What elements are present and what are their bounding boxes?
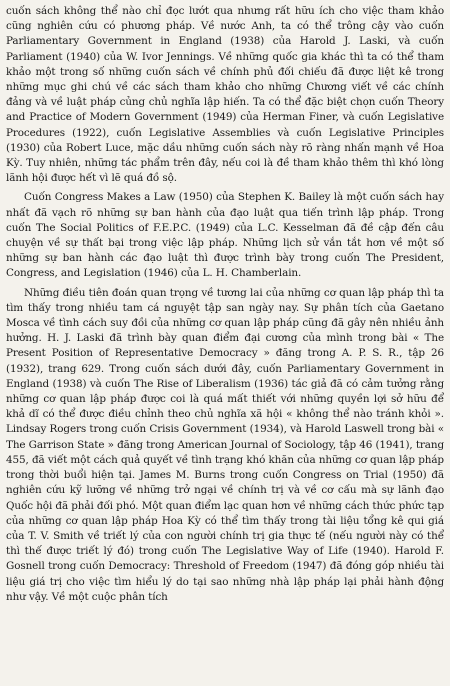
paragraph-3: Những điều tiên đoán quan trọng về tương lai của những cơ quan lập pháp thì ta tìm thấy trong nhiều tam cá nguyệt tập san ngày nay. Sự phân tích của Gaetano Mosca về tình cách suy đồi của những cơ quan lập pháp cũng đã gây nên nhiều ảnh hưởng. H. J. Laski đã trình bày quan điểm đại cương của mình trong bài « The Present Position of Representative Democracy » đăng trong A. P. S. R., tập 26 (1932), trang 629. Trong cuốn sách dưới đây, cuốn Parliamentary Government in England (1938) và cuốn The Rise of Liberalism (1936) tác giả đã có cảm tưởng rằng những cơ quan lập pháp được coi là quá mất thiết với những quyền lợi sở hữu để khả dĩ có thể được điều chỉnh theo chủ nghĩa xã hội « không thể nào tránh khỏi ». Lindsay Rogers trong cuốn Crisis Government (1934), và Harold Laswell trong bài « The Garrison State » đăng trong American Journal of Sociology, tập 46 (1941), trang 455, đã viết một cách quả quyết về tình trạng khó khăn của những cơ quan lập pháp trong thời buổi hiện tại. James M. Burns trong cuốn Congress on Trial (1950) đã nghiên cứu kỹ lưỡng về những trở ngại về chính trị và về cơ cấu mà sự lãnh đạo Quốc hội đã phải đối phó. Một quan điểm lạc quan hơn về những cách thức phức tạp của những cơ quan lập pháp Hoa Kỳ có thể tìm thấy trong tài liệu tổng kê qui giá của T. V. Smith về triết lý của con người chính trị gia thực tế (nếu người này có thể thì thế được triết lý đó) trong cuốn The Legislative Way of Life (1940). Harold F. Gosnell trong cuốn Democracy: Threshold of Freedom (1947) đã đóng góp nhiều tài liệu giá trị cho việc tìm hiểu lý do tại sao những nhà lập pháp lại phải hành động như vậy. Về một cuộc phân tích xyxy=(6,286,445,603)
paragraph-2: Cuốn Congress Makes a Law (1950) của Stephen K. Bailey là một cuốn sách hay nhất đã vạch rõ những sự ban hành của đạo luật qua tiến trình lập pháp. Trong cuốn The Social Politics of F.E.P.C. (1949) của L.C. Kesselman đã đề cập đến câu chuyện về sự thất bại trong việc lập pháp. Những lịch sử vắn tắt hơn về một số những sự ban hành các đạo luật thì được trình bày trong cuốn The President, Congress, and Legislation (1946) của L. H. Chamberlain. xyxy=(6,191,444,280)
paragraph-1: cuốn sách không thể nào chỉ đọc lướt qua nhưng rất hữu ích cho việc tham khảo cũng nghiên cứu có phương pháp. Về nước Anh, ta có thể trông cậy vào cuốn Parliamentary Government in England (1938) của Harold J. Laski, và cuốn Parliament (1940) của W. Ivor Jennings. Về những quốc gia khác thì ta có thể tham khảo một trong số những cuốn sách về chính phủ đối chiếu đã được liệt kê trong những mục ghi chú về các sách tham khảo cho những Chương viết về các chính đảng và về luật pháp củng chủ nghĩa lập hiến. Ta có thể đặc biệt chọn cuốn Theory and Practice of Modern Government (1949) của Herman Finer, và cuốn Legislative Procedures (1922), cuốn Legislative Assemblies và cuốn Legislative Principles (1930) của Robert Luce, mặc dầu những cuốn sách này rõ ràng nhấn mạnh về Hoa Kỳ. Tuy nhiên, những tác phẩm trên đây, nếu coi là đề tham khảo thêm thì khó lòng lãnh hội được hết vì lẽ quá đồ sộ. xyxy=(6,5,444,185)
